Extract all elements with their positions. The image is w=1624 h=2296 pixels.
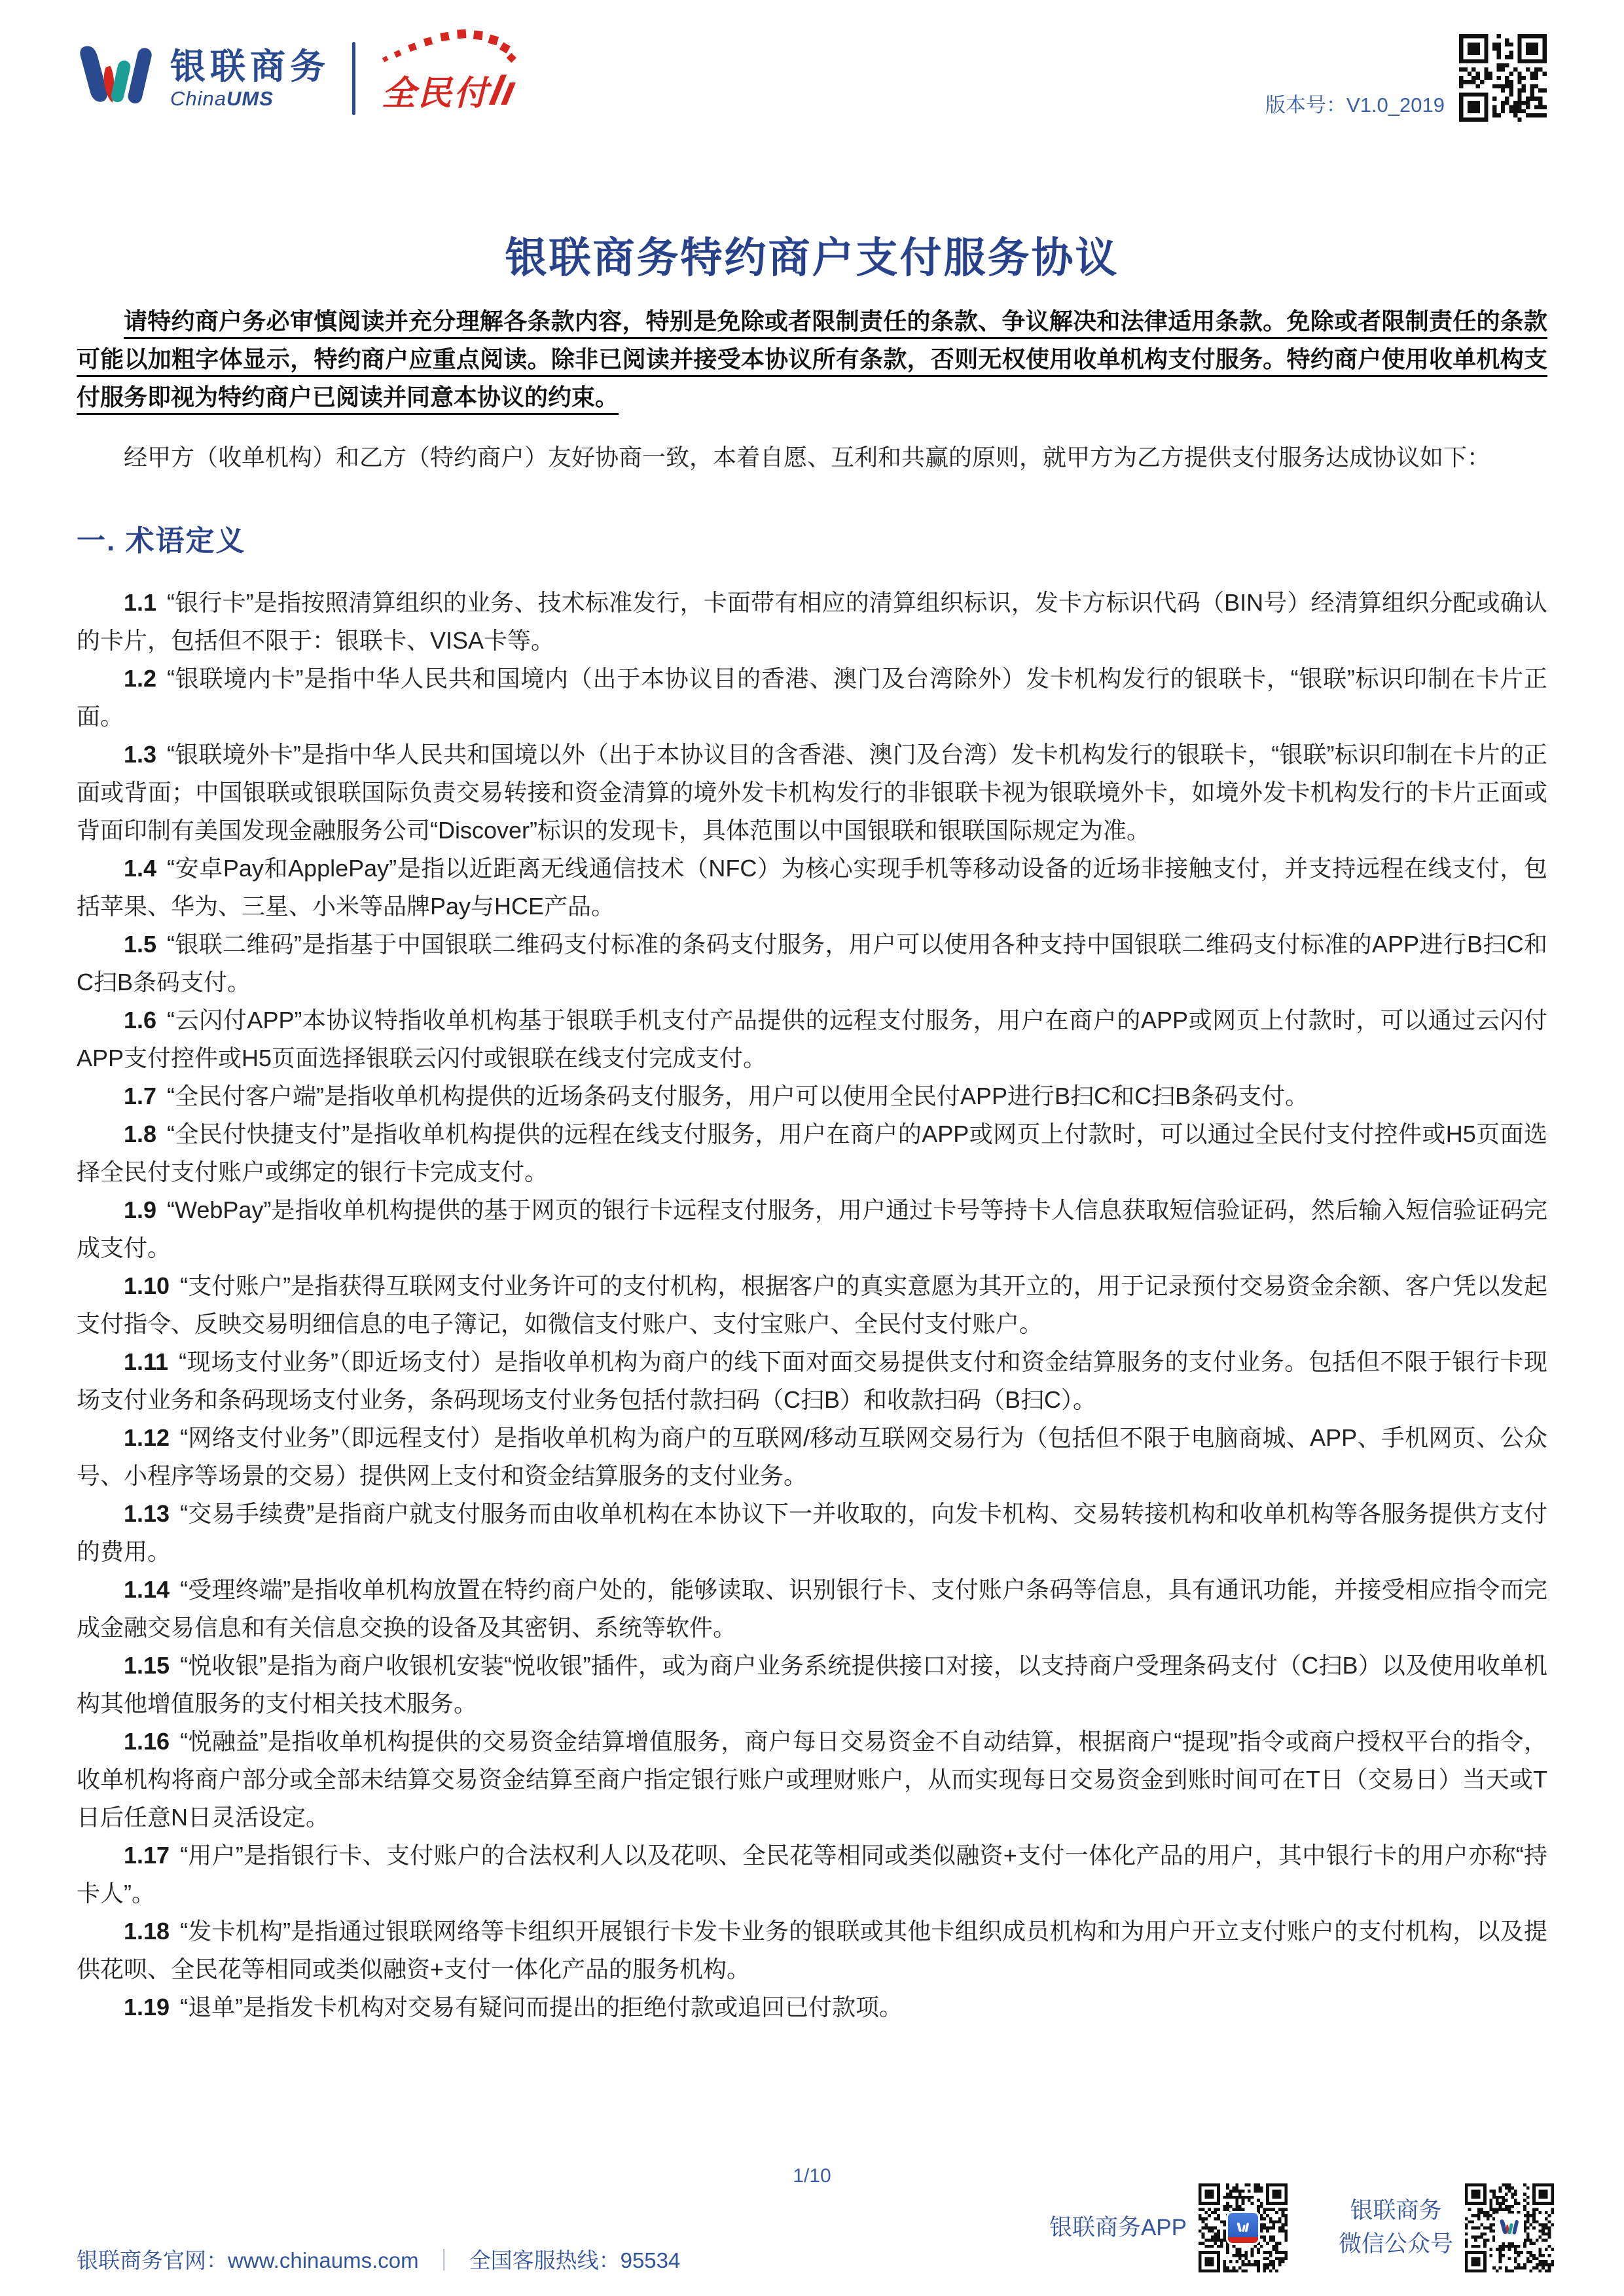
quanminfu-slashes	[495, 75, 511, 105]
clause-1-7: 1.7 “全民付客户端”是指收单机构提供的近场条码支付服务，用户可以使用全民付APP进行B扫C和C扫B条码支付。	[124, 1083, 1309, 1109]
intro-notice-paragraph: 请特约商户务必审慎阅读并充分理解各条款内容，特别是免除或者限制责任的条款、争议解决和法律适用条款。免除或者限制责任的条款可能以加粗字体显示，特约商户应重点阅读。除非已阅读并接受本协议所有条款，否则无权使用收单机构支付服务。特约商户使用收单机构支付服务即视为特约商户已阅读并同意本协议的约束。	[77, 308, 1547, 410]
wechat-qr-label: 银联商务 微信公众号	[1338, 2198, 1453, 2257]
clause-1-17: 1.17 “用户”是指银行卡、支付账户的合法权利人以及花呗、全民花等相同或类似融资+支付一体化产品的用户，其中银行卡的用户亦称“持卡人”。	[77, 1842, 1547, 1907]
quanminfu-logo	[382, 65, 511, 115]
agreement-qr-code	[1459, 34, 1547, 122]
clause-1-5: 1.5 “银联二维码”是指基于中国银联二维码支付标准的条码支付服务，用户可以使用各种支持中国银联二维码支付标准的APP进行B扫C和C扫B条码支付。	[77, 931, 1547, 996]
clause-1-18: 1.18 “发卡机构”是指通过银联网络等卡组织开展银行卡发卡业务的银联或其他卡组织成员机构和为用户开立支付账户的支付机构，以及提供花呗、全民花等相同或类似融资+支付一体化产品的服务机构。	[77, 1918, 1547, 1982]
preamble-paragraph: 经甲方（收单机构）和乙方（特约商户）友好协商一致，本着自愿、互利和共赢的原则，就甲方为乙方提供支付服务达成协议如下：	[124, 444, 1491, 471]
header-right-group	[1265, 34, 1547, 122]
clause-1-4: 1.4 “安卓Pay和ApplePay”是指以近距离无线通信技术（NFC）为核心实现手机等移动设备的近场非接触支付，并支持远程在线支付，包括苹果、华为、三星、小米等品牌Pay与HCE产品。	[77, 855, 1547, 920]
clause-1-16: 1.16 “悦融益”是指收单机构提供的交易资金结算增值服务，商户每日交易资金不自动结算，根据商户“提现”指令或商户授权平台的指令，收单机构将商户部分或全部未结算交易资金结算至商户指定银行账户或理财账户，从而实现每日交易资金到账时间可在T日（交易日）当天或T日后任意N日灵活设定。	[77, 1728, 1547, 1831]
brand-en-text: ChinaUMS	[170, 86, 274, 110]
clause-1-8: 1.8 “全民付快捷支付”是指收单机构提供的远程在线支付服务，用户在商户的APP或网页上付款时，可以通过全民付支付控件或H5页面选择全民付支付账户或绑定的银行卡完成支付。	[77, 1121, 1547, 1185]
footer-qr-group	[1049, 2183, 1554, 2272]
clause-1-11: 1.11 “现场支付业务”（即近场支付）是指收单机构为商户的线下面对面交易提供支付和资金结算服务的支付业务。包括但不限于银行卡现场支付业务和条码现场支付业务，条码现场支付业务包括付款扫码（C扫B）和收款扫码（B扫C）。	[77, 1348, 1547, 1413]
clause-1-13: 1.13 “交易手续费”是指商户就支付服务而由收单机构在本协议下一并收取的，向发卡机构、交易转接机构和收单机构等各服务提供方支付的费用。	[77, 1500, 1547, 1565]
version-label: 版本号：V1.0_2019	[1265, 94, 1445, 117]
wechat-qr-center-logo	[1495, 2214, 1524, 2242]
footer-hotline: 全国客服热线：95534	[469, 2248, 681, 2272]
logo-divider	[352, 42, 355, 115]
document-body	[77, 302, 1547, 2026]
app-icon	[1226, 2211, 1260, 2245]
footer-contact-line	[77, 2244, 680, 2274]
page-number: 1/10	[793, 2165, 831, 2187]
quanminfu-flag-icon	[378, 25, 525, 72]
clause-1-9: 1.9 “WebPay”是指收单机构提供的基于网页的银行卡远程支付服务，用户通过卡号等持卡人信息获取短信验证码，然后输入短信验证码完成支付。	[77, 1196, 1547, 1261]
app-qr-label: 银联商务APP	[1049, 2214, 1187, 2240]
clause-1-14: 1.14 “受理终端”是指收单机构放置在特约商户处的，能够读取、识别银行卡、支付账户条码等信息，具有通讯功能，并接受相应指令而完成金融交易信息和有关信息交换的设备及其密钥、系统等软件。	[77, 1576, 1547, 1641]
clause-1-10: 1.10 “支付账户”是指获得互联网支付业务许可的支付机构，根据客户的真实意愿为其开立的，用于记录预付交易资金余额、客户凭以发起支付指令、反映交易明细信息的电子簿记，如微信支付账户、支付宝账户、全民付支付账户。	[77, 1272, 1547, 1337]
chinaums-logo-icon	[73, 43, 160, 114]
app-qr-code	[1199, 2183, 1288, 2272]
section-1-heading: 一. 术语定义	[77, 525, 246, 557]
quanminfu-text: 全民付	[382, 74, 490, 113]
clause-1-15: 1.15 “悦收银”是指为商户收银机安装“悦收银”插件，或为商户业务系统提供接口对接，以支持商户受理条码支付（C扫B）以及使用收单机构其他增值服务的支付相关技术服务。	[77, 1652, 1547, 1717]
clause-1-6: 1.6 “云闪付APP”本协议特指收单机构基于银联手机支付产品提供的远程支付服务，用户在商户的APP或网页上付款时，可以通过云闪付APP支付控件或H5页面选择银联云闪付或银联在线支付完成支付。	[77, 1007, 1547, 1071]
page-title: 银联商务特约商户支付服务协议	[505, 234, 1119, 281]
clause-1-1: 1.1 “银行卡”是指按照清算组织的业务、技术标准发行，卡面带有相应的清算组织标识，发卡方标识代码（BIN号）经清算组织分配或确认的卡片，包括但不限于：银联卡、VISA卡等。	[77, 589, 1547, 654]
clause-1-12: 1.12 “网络支付业务”（即远程支付）是指收单机构为商户的互联网/移动互联网交易行为（包括但不限于电脑商城、APP、手机网页、公众号、小程序等场景的交易）提供网上支付和资金结算服务的支付业务。	[77, 1424, 1547, 1489]
clause-1-3: 1.3 “银联境外卡”是指中华人民共和国境以外（出于本协议目的含香港、澳门及台湾）发卡机构发行的银联卡，“银联”标识印制在卡片的正面或背面；中国银联或银联国际负责交易转接和资金清算的境外发卡机构发行的非银联卡视为银联境外卡，如境外发卡机构发行的卡片正面或背面印制有美国发现金融服务公司“Discover”标识的发现卡，具体范围以中国银联和银联国际规定为准。	[77, 741, 1547, 844]
brand-cn-text: 银联商务	[170, 46, 330, 86]
footer-divider: ｜	[433, 2248, 455, 2272]
clause-1-2: 1.2 “银联境内卡”是指中华人民共和国境内（出于本协议目的香港、澳门及台湾除外）发卡机构发行的银联卡，“银联”标识印制在卡片正面。	[77, 665, 1547, 730]
clause-1-19: 1.19 “退单”是指发卡机构对交易有疑问而提出的拒绝付款或追回已付款项。	[124, 1994, 903, 2020]
header-logo-group	[73, 34, 511, 123]
footer-website: 银联商务官网：www.chinaums.com	[77, 2248, 419, 2272]
chinaums-wordmark	[170, 46, 330, 110]
wechat-qr-code	[1465, 2183, 1554, 2272]
